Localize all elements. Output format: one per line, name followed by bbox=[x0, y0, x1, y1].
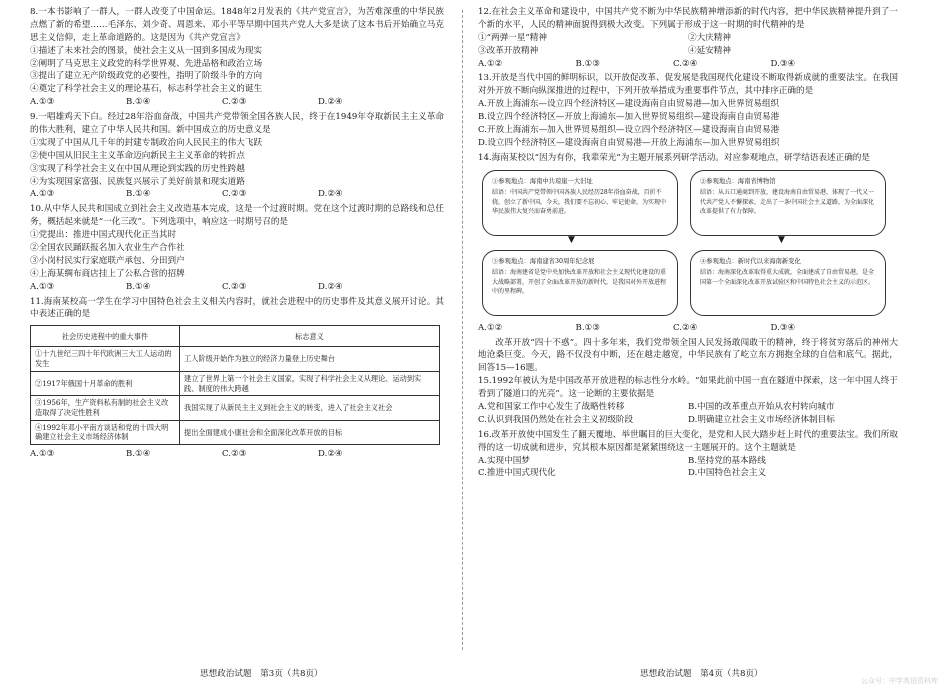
option-d: D.设立四个经济特区—建设海南自由贸易港—开放上海浦东—加入世界贸易组织 bbox=[478, 137, 780, 148]
question-stem: 8.一本书影响了一群人，一群人改变了中国命运。1848年2月发表的《共产党宣言》，为苦难深重的中华民族点燃了新的希望……毛泽东、刘少奇、周恩来、邓小平等早期中国共产党人大多是读了这本书后开始确立马克思主义信仰，走上革命道路的。这是因为《共产党宣言》 bbox=[30, 7, 444, 43]
statement: ③改革开放精神 bbox=[478, 45, 539, 56]
question-13 bbox=[478, 72, 898, 149]
left-column bbox=[30, 6, 444, 463]
option-a: A.实现中国梦 bbox=[478, 455, 530, 466]
table-cell: ④1992年邓小平南方谈话和党的十四大明确建立社会主义市场经济体制 bbox=[31, 420, 180, 444]
card-text: 结语：海南深化改革取得重大成就，全面建成了自由贸易港，是全国第一个全面深化改革开放试验区和中国特色社会主义的示范区。 bbox=[700, 269, 875, 286]
option-b: B.坚持党的基本路线 bbox=[688, 455, 766, 466]
card-label: ④参观地点：新时代以来海南新变化 bbox=[700, 257, 801, 265]
option-b: B.①④ bbox=[126, 449, 151, 460]
statement: ④为实现国家富强、民族复兴展示了美好前景和现实道路 bbox=[30, 176, 245, 187]
tour-card bbox=[482, 170, 678, 236]
study-tour-diagram bbox=[478, 168, 896, 318]
table-header-row bbox=[31, 326, 440, 347]
statement: ②阐明了马克思主义政党的科学世界观、先进品格和政治立场 bbox=[30, 58, 263, 69]
option-b: B.①④ bbox=[126, 281, 151, 292]
option-c: C.认识到我国仍然处在社会主义初级阶段 bbox=[478, 414, 634, 425]
reading-passage: 改革开放“四十不惑”。四十多年来，我们党带领全国人民发扬敢闯敢干的精神，终于将贫穷落后的神州大地沧桑巨变。今天，路不仅没有中断，还在越走越宽，中华民族有了屹立东方拥抱全球的自信和底气。据此，回答15—16题。 bbox=[478, 337, 898, 374]
option-b: B.设立四个经济特区—开放上海浦东—加入世界贸易组织—建设海南自由贸易港 bbox=[478, 112, 780, 123]
tour-card bbox=[690, 170, 886, 236]
question-15 bbox=[478, 375, 898, 427]
option-d: D.②④ bbox=[318, 97, 343, 108]
statement: ④上海某绸布商店挂上了公私合营的招牌 bbox=[30, 268, 185, 279]
question-stem: 10.从中华人民共和国成立到社会主义改造基本完成，这是一个过渡时期。党在这个过渡时期的总路线和总任务，概括起来就是“一化三改”。下列选项中，响应这一时期号召的是 bbox=[30, 204, 444, 228]
option-d: D.中国特色社会主义 bbox=[688, 468, 767, 479]
card-label: ②参观地点：海南省博物馆 bbox=[700, 177, 776, 185]
statement: ②全国农民踊跃报名加入农业生产合作社 bbox=[30, 243, 185, 254]
answer-options bbox=[478, 455, 898, 481]
answer-options bbox=[30, 96, 444, 109]
option-b: B.①③ bbox=[575, 58, 600, 69]
option-b: B.①④ bbox=[126, 189, 151, 200]
question-8 bbox=[30, 6, 444, 109]
question-11 bbox=[30, 296, 444, 461]
table-header: 社会历史进程中的重大事件 bbox=[31, 326, 180, 347]
question-9 bbox=[30, 111, 444, 201]
question-stem: 16.改革开放使中国发生了翻天覆地、举世瞩目的巨大变化，是党和人民大踏步赶上时代的重要法宝。我们所取得的这一切成就和进步，究其根本原因都是紧紧围绕这一主题展开的。这个主题就是 bbox=[478, 429, 898, 453]
down-arrow-icon: ▼ bbox=[778, 234, 785, 245]
table-row bbox=[31, 347, 440, 371]
option-a: A.党和国家工作中心发生了战略性转移 bbox=[478, 402, 625, 413]
tour-card bbox=[482, 250, 678, 316]
option-c: C.②③ bbox=[222, 97, 247, 108]
option-d: D.明确建立社会主义市场经济体制目标 bbox=[688, 414, 835, 425]
option-c: C.②③ bbox=[222, 449, 247, 460]
option-a: A.①③ bbox=[30, 189, 55, 200]
statement: ③提出了建立无产阶级政党的必要性，指明了阶级斗争的方向 bbox=[30, 71, 263, 82]
option-d: D.②④ bbox=[318, 281, 343, 292]
answer-options bbox=[30, 281, 444, 294]
question-stem: 9.一唱雄鸡天下白。经过28年浴血奋战，中国共产党带领全国各族人民，终于在1949年夺取新民主主义革命的伟大胜利，建立了中华人民共和国。新中国成立的历史意义是 bbox=[30, 112, 444, 136]
option-a: A.开放上海浦东—设立四个经济特区—建设海南自由贸易港—加入世界贸易组织 bbox=[478, 99, 780, 110]
question-stem: 13.开放是当代中国的鲜明标识，以开放促改革、促发展是我国现代化建设不断取得新成就的重要法宝。在我国对外开放不断向纵深推进的过程中，下列开放举措成为重要事件节点，其中排序正确的是 bbox=[478, 73, 898, 97]
table-header: 标志意义 bbox=[180, 326, 440, 347]
table-row bbox=[31, 371, 440, 395]
statement: ③小岗村民实行家庭联产承包、分田到户 bbox=[30, 255, 185, 266]
answer-options bbox=[478, 401, 898, 427]
answer-options bbox=[478, 322, 898, 335]
option-c: C.②④ bbox=[673, 58, 698, 69]
table-row bbox=[31, 396, 440, 420]
statement: ①党提出：推进中国式现代化正当其时 bbox=[30, 230, 177, 241]
option-c: C.②③ bbox=[222, 189, 247, 200]
page-footer: 思想政治试题 第4页（共8页） bbox=[640, 669, 763, 679]
option-d: D.③④ bbox=[770, 322, 796, 333]
option-b: B.中国的改革重点开始从农村转向城市 bbox=[688, 402, 835, 413]
question-stem: 11.海南某校高一学生在学习中国特色社会主义相关内容时，就社会进程中的历史事件及其意义展开讨论。其中表述正确的是 bbox=[30, 296, 444, 320]
answer-options bbox=[478, 58, 898, 71]
card-label: ③参观地点：海南建省30周年纪念展 bbox=[492, 257, 595, 265]
option-a: A.①② bbox=[478, 58, 503, 69]
option-a: A.①② bbox=[478, 322, 503, 333]
option-a: A.①③ bbox=[30, 281, 55, 292]
answer-options bbox=[30, 448, 444, 461]
question-10 bbox=[30, 203, 444, 293]
statement: ①描述了未来社会的图景，使社会主义从一国到多国成为现实 bbox=[30, 45, 263, 56]
column-divider bbox=[462, 10, 464, 650]
table-row bbox=[31, 420, 440, 444]
question-stem: 15.1992年被认为是中国改革开放进程的标志性分水岭。“如果此前中国一直在隧道中探索，这一年中国人终于看到了隧道口的光亮”。这一论断的主要依据是 bbox=[478, 376, 898, 400]
table-cell: 我国实现了从新民主主义到社会主义的转变，进入了社会主义社会 bbox=[180, 396, 440, 420]
option-a: A.①③ bbox=[30, 449, 55, 460]
statement: ③实现了科学社会主义在中国从理论到实践的历史性跨越 bbox=[30, 163, 245, 174]
card-label: ①参观地点：海南中共琼崖一大旧址 bbox=[492, 177, 593, 185]
option-a: A.①③ bbox=[30, 97, 55, 108]
question-16 bbox=[478, 429, 898, 481]
down-arrow-icon: ▼ bbox=[568, 234, 575, 245]
statement: ②使中国从旧民主主义革命迈向新民主主义革命的转折点 bbox=[30, 150, 245, 161]
statement: ②大庆精神 bbox=[688, 32, 731, 43]
option-d: D.③④ bbox=[770, 58, 796, 69]
statement-grid bbox=[478, 32, 898, 58]
right-column bbox=[478, 6, 898, 482]
option-c: C.开放上海浦东—加入世界贸易组织—设立四个经济特区—建设海南自由贸易港 bbox=[478, 125, 780, 136]
table-cell: 建立了世界上第一个社会主义国家，实现了科学社会主义从理论、运动到实践、制度的伟大跨越 bbox=[180, 371, 440, 395]
option-b: B.①④ bbox=[126, 97, 151, 108]
question-14 bbox=[478, 152, 898, 335]
option-c: C.②③ bbox=[222, 281, 247, 292]
question-12 bbox=[478, 6, 898, 70]
card-text: 结语：海南建省是党中央加快改革开放和社会主义现代化建设的重大战略部署，开创了全面改革开放的新时代，是我国对外开放进程中的里程碑。 bbox=[492, 269, 667, 296]
tour-card bbox=[690, 250, 886, 316]
statement: ①实现了中国从几千年的封建专制政治向人民民主的伟大飞跃 bbox=[30, 137, 263, 148]
question-stem: 14.海南某校以“因为有你，我辈荣光”为主题开展系列研学活动。对应参观地点，研学结语表述正确的是 bbox=[478, 152, 870, 163]
watermark: 公众号：中学英语资料库 bbox=[861, 677, 938, 685]
card-text: 结语：从五口通商到开放，建设海南自由贸易港，体现了一代又一代共产党人不懈探索，走出了一条中国社会主义道路，为全面深化改革提供了有力保障。 bbox=[700, 189, 875, 216]
option-c: C.推进中国式现代化 bbox=[478, 468, 556, 479]
answer-options bbox=[30, 188, 444, 201]
table-cell: 提出全面建成小康社会和全面深化改革开放的目标 bbox=[180, 420, 440, 444]
statement: ④奠定了科学社会主义的理论基石，标志科学社会主义的诞生 bbox=[30, 84, 263, 95]
option-d: D.②④ bbox=[318, 189, 343, 200]
statement: ④延安精神 bbox=[688, 45, 731, 56]
events-table bbox=[30, 325, 440, 445]
table-cell: ③1956年，生产资料私有制的社会主义改造取得了决定性胜利 bbox=[31, 396, 180, 420]
card-text: 结语：中国共产党带领中国各族人民经历28年浴血奋战，百折不挠，创立了新中国。今天，我们要不忘初心、牢记使命，为实现中华民族伟大复兴而奋勇前进。 bbox=[492, 189, 667, 216]
question-stem: 12.在社会主义革命和建设中，中国共产党不断为中华民族精神增添新的时代内容，把中华民族精神提升到了一个新的水平，人民的精神面貌得到极大改变。下列属于形成于这一时期的时代精神的是 bbox=[478, 7, 898, 30]
option-c: C.②④ bbox=[673, 322, 698, 333]
table-cell: ②1917年俄国十月革命的胜利 bbox=[31, 371, 180, 395]
page-footer: 思想政治试题 第3页（共8页） bbox=[200, 669, 323, 679]
statement: ①“两弹一星”精神 bbox=[478, 32, 547, 43]
option-b: B.①③ bbox=[575, 322, 600, 333]
option-d: D.②④ bbox=[318, 449, 343, 460]
table-cell: 工人阶级开始作为独立的经济力量登上历史舞台 bbox=[180, 347, 440, 371]
table-cell: ①十九世纪三四十年代欧洲三大工人运动的发生 bbox=[31, 347, 180, 371]
